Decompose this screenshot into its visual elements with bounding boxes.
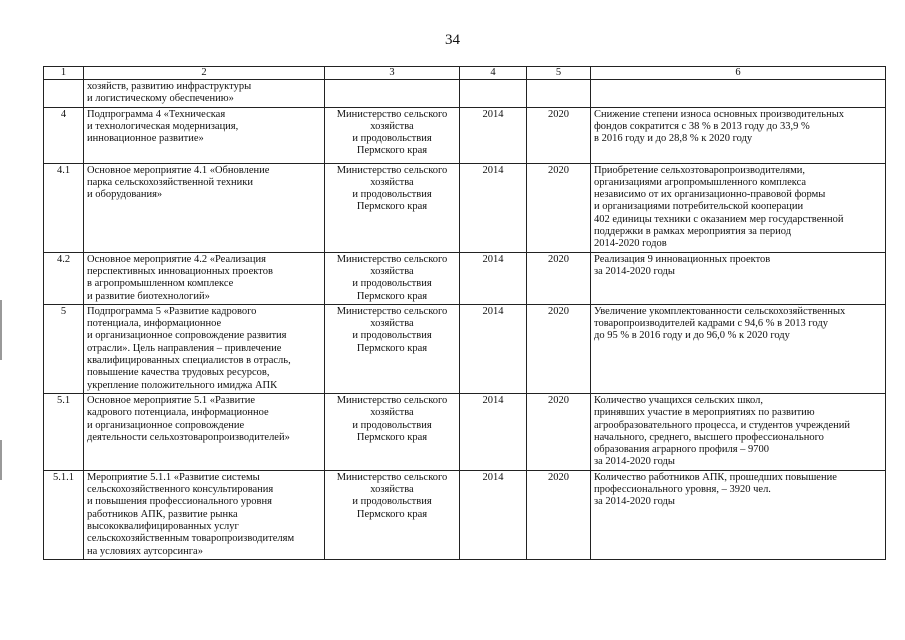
row-number: 5 [44,304,84,393]
table-row [44,393,886,470]
table-row [44,107,886,163]
expected-result: Реализация 9 инновационных проектов за 2014-2020 годы [591,252,886,304]
header-cell: 3 [325,67,460,80]
activity-name: Основное мероприятие 5.1 «Развитие кадрового потенциала, информационное и организационное сопровождение деятельности сельхозтоваропроизводителей» [84,393,325,470]
start-year: 2014 [460,470,527,559]
row-number: 5.1 [44,393,84,470]
row-number [44,80,84,108]
executor: Министерство сельского хозяйства и продовольствия Пермского края [325,163,460,252]
executor: Министерство сельского хозяйства и продовольствия Пермского края [325,470,460,559]
row-number: 4.2 [44,252,84,304]
activity-name: Основное мероприятие 4.2 «Реализация перспективных инновационных проектов в агропромышленном комплексе и развитие биотехнологий» [84,252,325,304]
expected-result: Увеличение укомплектованности сельскохозяйственных товаропроизводителей кадрами с 94,6 % в 2013 году до 95 % в 2016 году и до 96,0 % к 2020 году [591,304,886,393]
table-row [44,252,886,304]
expected-result: Приобретение сельхозтоваропроизводителями, организациями агропромышленного комплекса независимо от их организационно-правовой формы и организациями потребительской кооперации 402 единицы техники с оказанием мер государственной поддержки в рамках мероприятия за период 2014-2020 годов [591,163,886,252]
table-row [44,80,886,108]
executor: Министерство сельского хозяйства и продовольствия Пермского края [325,304,460,393]
end-year: 2020 [527,393,591,470]
start-year: 2014 [460,393,527,470]
executor: Министерство сельского хозяйства и продовольствия Пермского края [325,393,460,470]
end-year: 2020 [527,304,591,393]
scan-edge-mark [0,300,2,360]
row-number: 5.1.1 [44,470,84,559]
start-year: 2014 [460,163,527,252]
header-cell: 1 [44,67,84,80]
end-year: 2020 [527,252,591,304]
end-year: 2020 [527,107,591,163]
start-year [460,80,527,108]
page-number: 34 [445,32,460,48]
activity-name: Мероприятие 5.1.1 «Развитие системы сельскохозяйственного консультирования и повышения профессионального уровня работников АПК, развитие рынка высококвалифицированных услуг сельскохозяйственным товаропроизводителям на условиях аутсорсинга» [84,470,325,559]
row-number: 4.1 [44,163,84,252]
table-row [44,163,886,252]
header-cell: 5 [527,67,591,80]
expected-result: Количество учащихся сельских школ, принявших участие в мероприятиях по развитию агрообразовательного процесса, и студентов учреждений начального, среднего, высшего профессионального образования аграрного профиля – 9700 за 2014-2020 годы [591,393,886,470]
scan-edge-mark [0,440,2,480]
activity-name: Подпрограмма 4 «Техническая и технологическая модернизация, инновационное развитие» [84,107,325,163]
header-cell: 2 [84,67,325,80]
activity-name: Подпрограмма 5 «Развитие кадрового потенциала, информационное и организационное сопровождение развития отрасли». Цель направления – привлечение квалифицированных специалистов в отрасль, повышение качества трудовых ресурсов, укрепление положительного имиджа АПК [84,304,325,393]
executor [325,80,460,108]
header-cell: 6 [591,67,886,80]
expected-result [591,80,886,108]
expected-result: Снижение степени износа основных производительных фондов сократится с 38 % в 2013 году до 33,9 % в 2016 году и до 28,8 % к 2020 году [591,107,886,163]
start-year: 2014 [460,107,527,163]
table-row [44,304,886,393]
header-row [44,67,886,80]
table-row [44,470,886,559]
activity-name: хозяйств, развитию инфраструктуры и логистическому обеспечению» [84,80,325,108]
end-year: 2020 [527,163,591,252]
executor: Министерство сельского хозяйства и продовольствия Пермского края [325,107,460,163]
activity-name: Основное мероприятие 4.1 «Обновление парка сельскохозяйственной техники и оборудования» [84,163,325,252]
end-year: 2020 [527,470,591,559]
program-table [43,66,886,560]
row-number: 4 [44,107,84,163]
executor: Министерство сельского хозяйства и продовольствия Пермского края [325,252,460,304]
start-year: 2014 [460,252,527,304]
start-year: 2014 [460,304,527,393]
expected-result: Количество работников АПК, прошедших повышение профессионального уровня, – 3920 чел. за 2014-2020 годы [591,470,886,559]
header-cell: 4 [460,67,527,80]
end-year [527,80,591,108]
